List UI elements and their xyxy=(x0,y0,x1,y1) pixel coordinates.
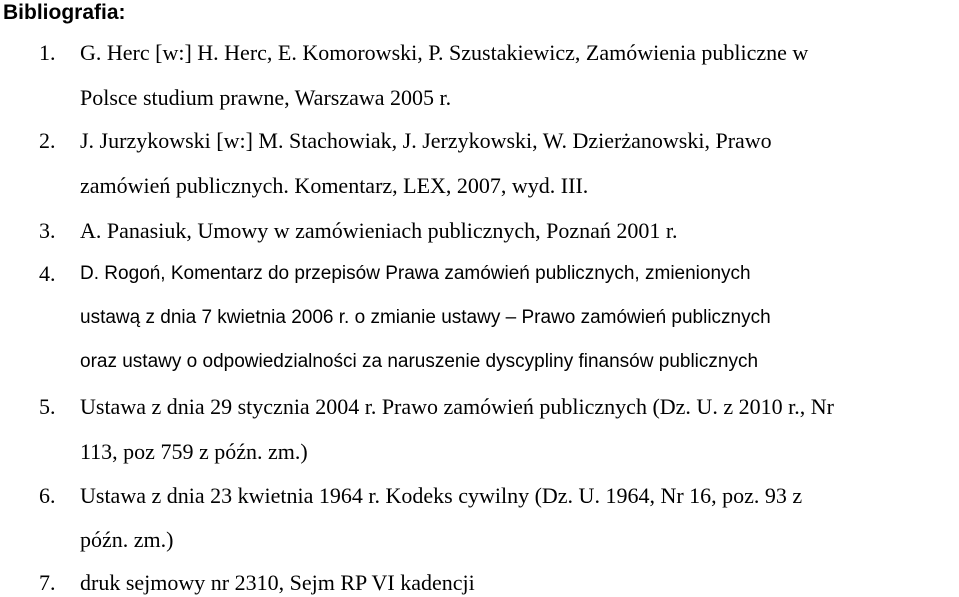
entry-line: druk sejmowy nr 2310, Sejm RP VI kadencji xyxy=(80,570,475,595)
entry-line: D. Rogoń, Komentarz do przepisów Prawa zamówień publicznych, zmienionych xyxy=(80,263,751,284)
entry-line: 113, poz 759 z późn. zm.) xyxy=(80,439,308,464)
entry-number: 1. xyxy=(39,40,56,65)
entry-line: Ustawa z dnia 29 stycznia 2004 r. Prawo zamówień publicznych (Dz. U. z 2010 r., Nr xyxy=(80,394,834,419)
entry-line: G. Herc [w:] H. Herc, E. Komorowski, P. Szustakiewicz, Zamówienia publiczne w xyxy=(80,40,809,65)
entry-line: Ustawa z dnia 23 kwietnia 1964 r. Kodeks cywilny (Dz. U. 1964, Nr 16, poz. 93 z xyxy=(80,483,803,508)
entry-number: 2. xyxy=(39,128,56,153)
entry-line: zamówień publicznych. Komentarz, LEX, 2007, wyd. III. xyxy=(80,173,589,198)
entry-line: J. Jurzykowski [w:] M. Stachowiak, J. Jerzykowski, W. Dzierżanowski, Prawo xyxy=(80,128,772,153)
bibliography-heading: Bibliografia: xyxy=(3,1,126,24)
entry-line: Polsce studium prawne, Warszawa 2005 r. xyxy=(80,85,452,110)
entry-line: A. Panasiuk, Umowy w zamówieniach publicznych, Poznań 2001 r. xyxy=(80,218,678,243)
entry-number: 3. xyxy=(39,218,56,243)
entry-number: 5. xyxy=(39,394,56,419)
entry-number: 6. xyxy=(39,483,56,508)
entry-number: 7. xyxy=(39,570,56,595)
entry-line: późn. zm.) xyxy=(80,527,174,552)
entry-line: ustawą z dnia 7 kwietnia 2006 r. o zmianie ustawy – Prawo zamówień publicznych xyxy=(80,307,771,328)
entry-number: 4. xyxy=(39,261,56,286)
entry-line: oraz ustawy o odpowiedzialności za naruszenie dyscypliny finansów publicznych xyxy=(80,351,759,372)
